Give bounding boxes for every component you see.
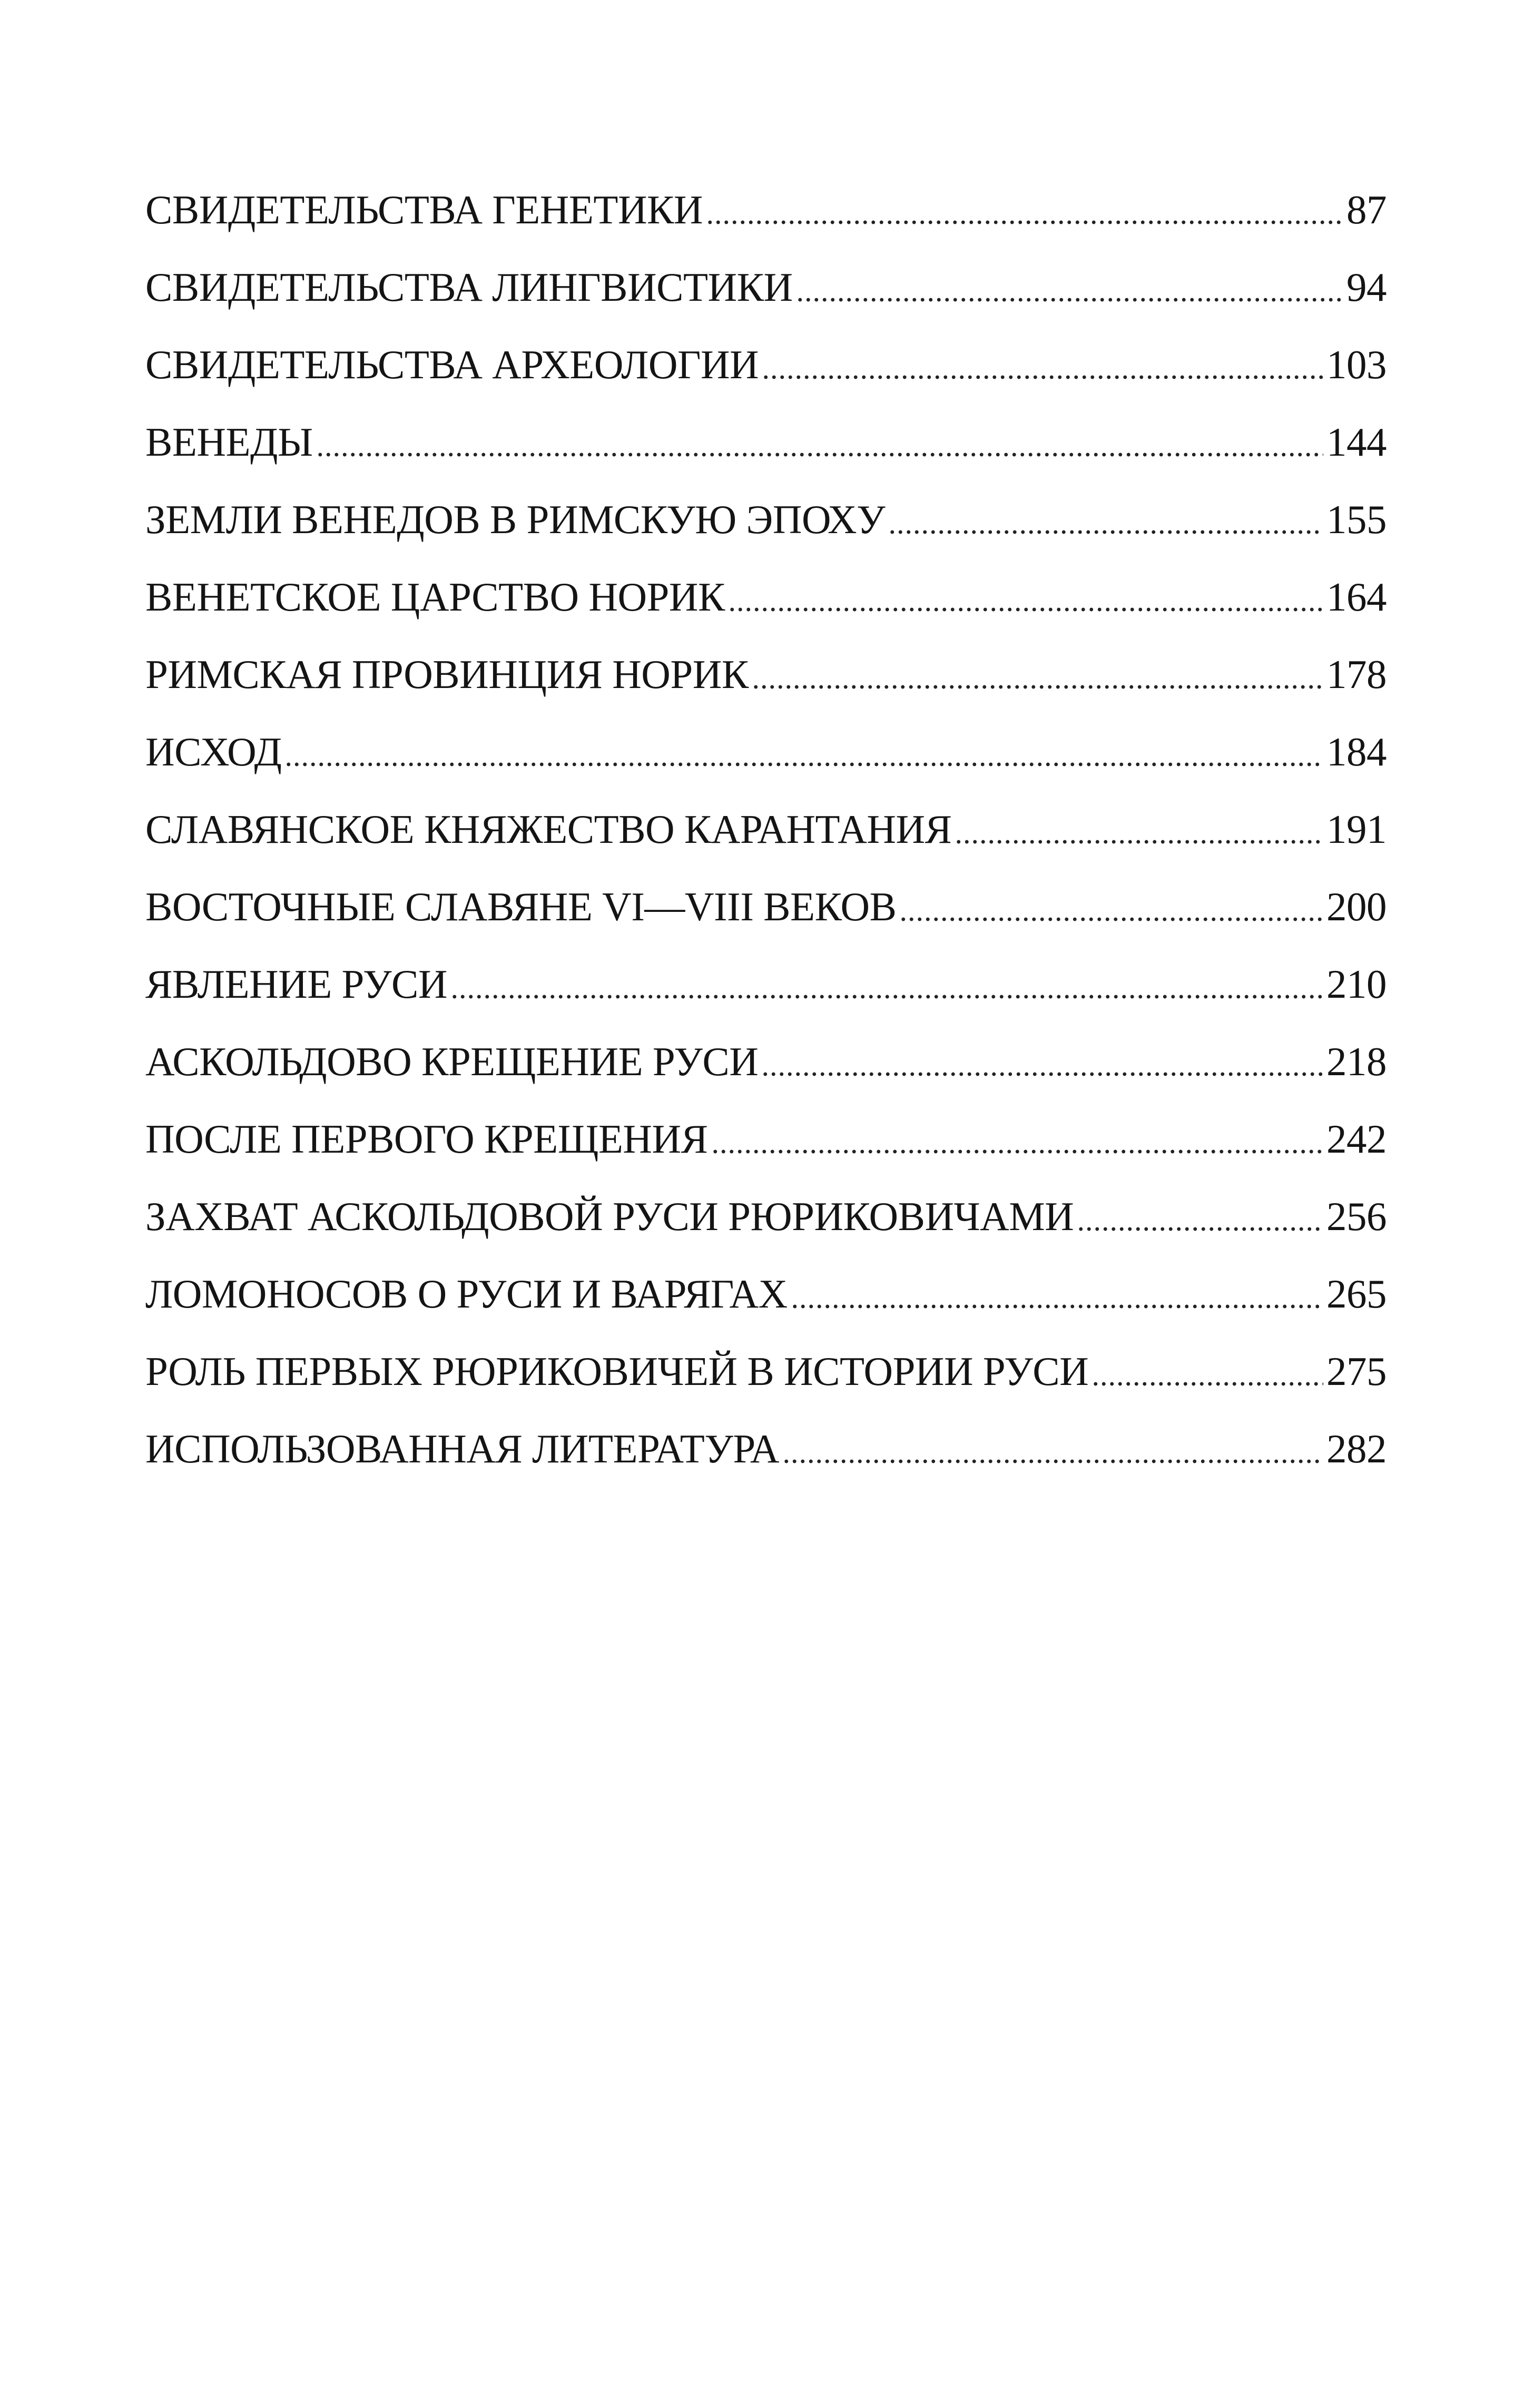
toc-entry-page: 94 bbox=[1346, 264, 1386, 310]
toc-entry bbox=[145, 308, 1386, 385]
toc-entry-page: 275 bbox=[1326, 1349, 1386, 1394]
toc-entry-title: СЛАВЯНСКОЕ КНЯЖЕСТВО КАРАНТАНИЯ bbox=[145, 807, 952, 852]
toc-entry-page: 87 bbox=[1346, 187, 1386, 232]
toc-entry-title: ВОСТОЧНЫЕ СЛАВЯНЕ VI—VIII ВЕКОВ bbox=[145, 884, 897, 929]
toc-entry-title: СВИДЕТЕЛЬСТВА ЛИНГВИСТИКИ bbox=[145, 264, 793, 310]
dot-leader bbox=[1077, 1226, 1323, 1232]
toc-entry-page: 256 bbox=[1326, 1194, 1386, 1239]
dot-leader bbox=[888, 529, 1323, 535]
toc-entry-title: ЛОМОНОСОВ О РУСИ И ВАРЯГАХ bbox=[145, 1271, 788, 1316]
dot-leader bbox=[762, 375, 1323, 380]
toc-entry-page: 155 bbox=[1326, 497, 1386, 542]
dot-leader bbox=[899, 917, 1323, 922]
toc-entry bbox=[145, 850, 1386, 927]
toc-entry-title: ИСПОЛЬЗОВАННАЯ ЛИТЕРАТУРА bbox=[145, 1426, 779, 1471]
toc-entry-title: ВЕНЕДЫ bbox=[145, 419, 313, 465]
toc-entry bbox=[145, 230, 1386, 308]
toc-entry-page: 200 bbox=[1326, 884, 1386, 929]
toc-entry bbox=[145, 153, 1386, 230]
toc-entry-title: ПОСЛЕ ПЕРВОГО КРЕЩЕНИЯ bbox=[145, 1116, 708, 1162]
toc-entry-title: ЗАХВАТ АСКОЛЬДОВОЙ РУСИ РЮРИКОВИЧАМИ bbox=[145, 1194, 1074, 1239]
dot-leader bbox=[955, 839, 1323, 844]
toc-entry-page: 218 bbox=[1326, 1039, 1386, 1084]
toc-entry bbox=[145, 1005, 1386, 1082]
dot-leader bbox=[711, 1149, 1324, 1154]
toc-entry-page: 282 bbox=[1326, 1426, 1386, 1471]
toc-entry bbox=[145, 1314, 1386, 1392]
toc-entry-title: АСКОЛЬДОВО КРЕЩЕНИЕ РУСИ bbox=[145, 1039, 759, 1084]
toc-entry-page: 144 bbox=[1326, 419, 1386, 465]
toc-entry-page: 103 bbox=[1326, 342, 1386, 387]
toc-entry bbox=[145, 385, 1386, 463]
toc-entry-title: РОЛЬ ПЕРВЫХ РЮРИКОВИЧЕЙ В ИСТОРИИ РУСИ bbox=[145, 1349, 1089, 1394]
toc-entry bbox=[145, 1392, 1386, 1469]
toc-entry-page: 265 bbox=[1326, 1271, 1386, 1316]
toc-entry-title: СВИДЕТЕЛЬСТВА АРХЕОЛОГИИ bbox=[145, 342, 759, 387]
toc-entry-page: 242 bbox=[1326, 1116, 1386, 1162]
toc-entry bbox=[145, 463, 1386, 540]
dot-leader bbox=[450, 994, 1323, 999]
toc-entry bbox=[145, 540, 1386, 620]
toc-entry-page: 184 bbox=[1326, 729, 1386, 774]
toc-entry bbox=[145, 927, 1386, 1005]
dot-leader bbox=[316, 452, 1323, 457]
dot-leader bbox=[284, 762, 1323, 767]
toc-entry-title: ЗЕМЛИ ВЕНЕДОВ В РИМСКУЮ ЭПОХУ bbox=[145, 497, 886, 542]
toc-entry-page: 164 bbox=[1326, 574, 1386, 620]
toc-entry-title: СВИДЕТЕЛЬСТВА ГЕНЕТИКИ bbox=[145, 187, 703, 232]
toc-entry-page: 191 bbox=[1326, 807, 1386, 852]
toc-entry bbox=[145, 695, 1386, 772]
dot-leader bbox=[706, 220, 1343, 225]
toc-entry-page: 178 bbox=[1326, 652, 1386, 697]
toc-entry bbox=[145, 1237, 1386, 1314]
dot-leader bbox=[1092, 1381, 1323, 1387]
toc-entry bbox=[145, 1082, 1386, 1162]
dot-leader bbox=[796, 297, 1343, 302]
toc-entry-title: ВЕНЕТСКОЕ ЦАРСТВО НОРИК bbox=[145, 574, 725, 620]
dot-leader bbox=[728, 607, 1323, 612]
toc-entry bbox=[145, 1159, 1386, 1237]
table-of-contents bbox=[145, 153, 1386, 1469]
toc-entry bbox=[145, 772, 1386, 850]
toc-entry-title: РИМСКАЯ ПРОВИНЦИЯ НОРИК bbox=[145, 652, 749, 697]
toc-entry-title: ЯВЛЕНИЕ РУСИ bbox=[145, 961, 447, 1007]
dot-leader bbox=[782, 1459, 1323, 1464]
toc-entry bbox=[145, 617, 1386, 695]
dot-leader bbox=[761, 1072, 1323, 1077]
dot-leader bbox=[752, 684, 1323, 690]
dot-leader bbox=[791, 1304, 1323, 1309]
toc-entry-title: ИСХОД bbox=[145, 729, 282, 774]
toc-entry-page: 210 bbox=[1326, 961, 1386, 1007]
